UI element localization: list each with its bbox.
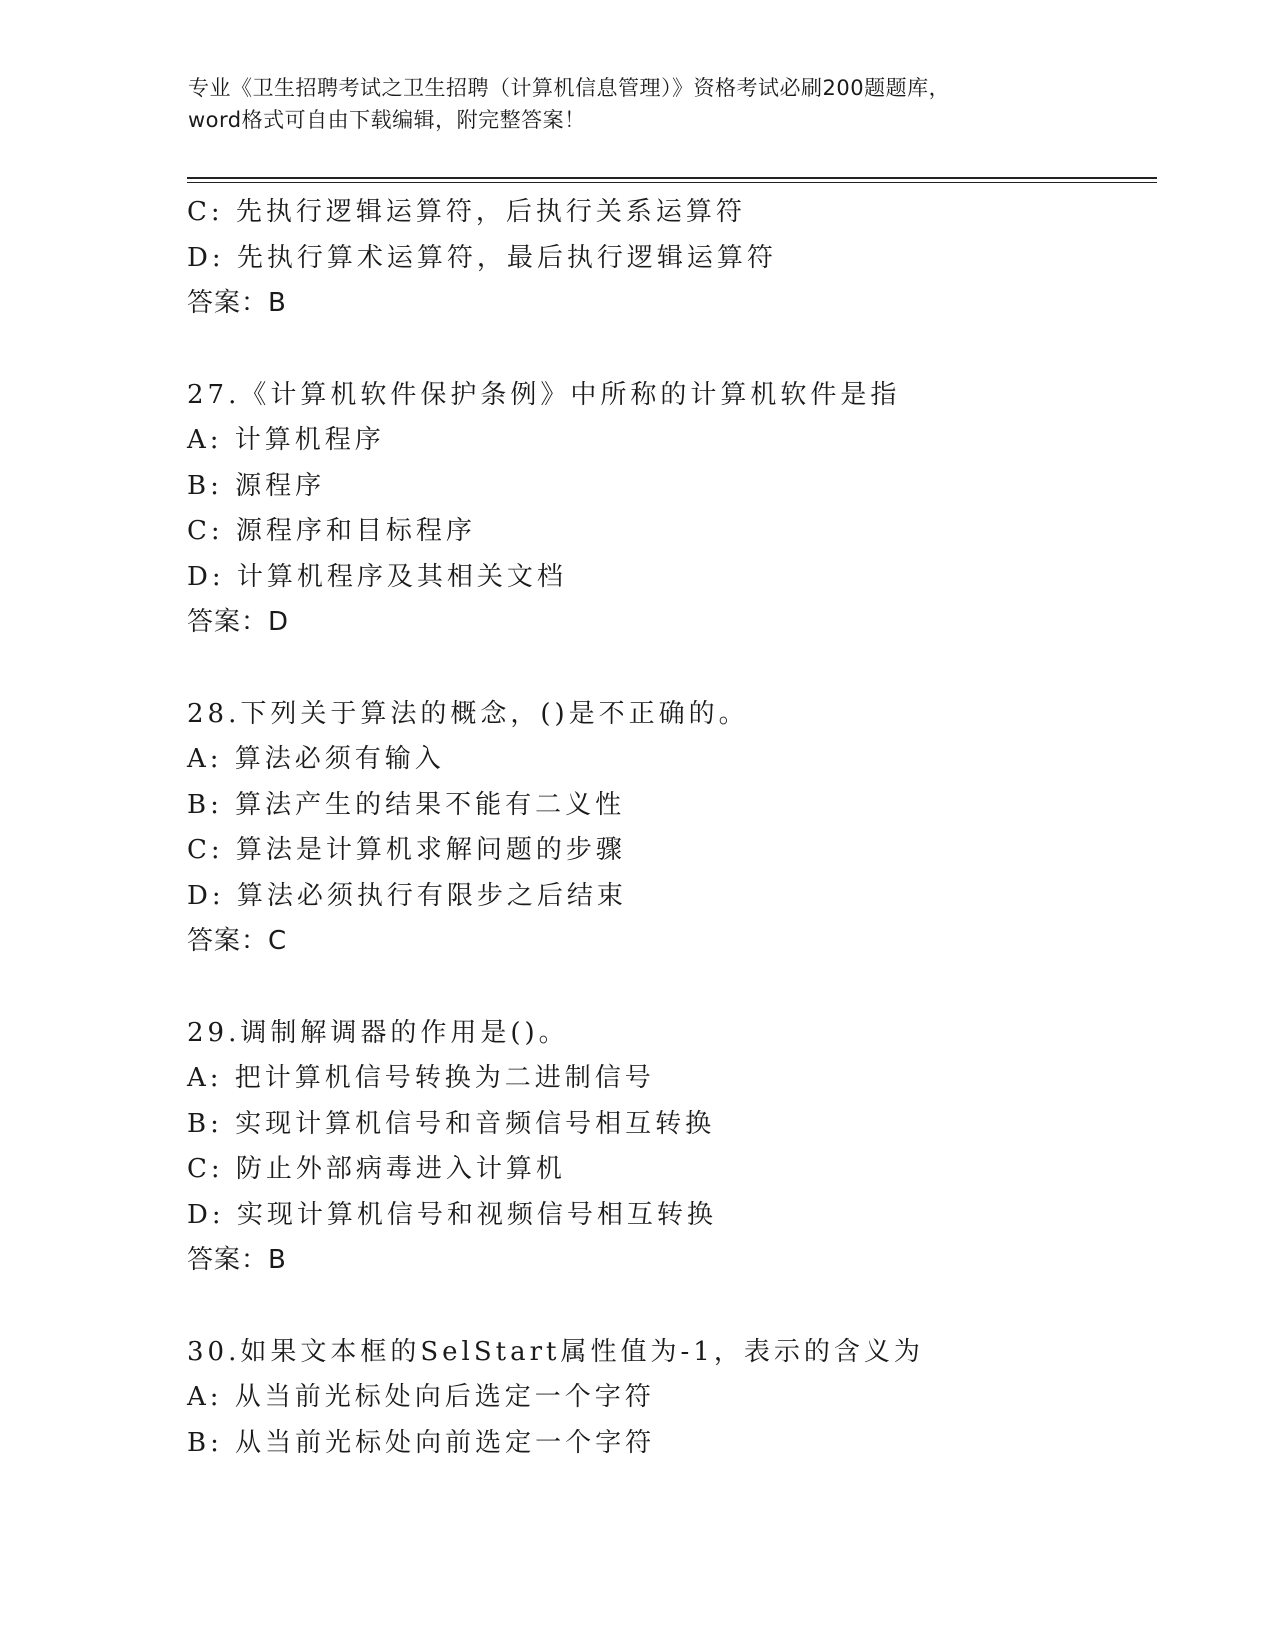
question-30 bbox=[187, 1330, 1147, 1467]
header-title-line-2: word格式可自由下载编辑，附完整答案！ bbox=[188, 108, 586, 132]
option-c: C: 先执行逻辑运算符，后执行关系运算符 bbox=[187, 197, 746, 227]
option-d: D: 实现计算机信号和视频信号相互转换 bbox=[187, 1199, 717, 1230]
header-divider-thick bbox=[187, 177, 1157, 179]
option-c: C: 源程序和目标程序 bbox=[187, 516, 476, 546]
question-stem: 27.《计算机软件保护条例》中所称的计算机软件是指 bbox=[187, 379, 901, 410]
answer-line: 答案：B bbox=[187, 288, 287, 318]
option-c: C: 防止外部病毒进入计算机 bbox=[187, 1154, 566, 1184]
option-b: B: 算法产生的结果不能有二义性 bbox=[187, 789, 626, 820]
question-28 bbox=[187, 692, 1147, 965]
option-b: B: 实现计算机信号和音频信号相互转换 bbox=[187, 1108, 716, 1139]
header-divider-thin bbox=[187, 182, 1157, 183]
header-title-line-1: 专业《卫生招聘考试之卫生招聘（计算机信息管理）》资格考试必刷200题题库， bbox=[188, 76, 951, 100]
option-b: B: 源程序 bbox=[187, 470, 326, 501]
option-b: B: 从当前光标处向前选定一个字符 bbox=[187, 1427, 656, 1458]
answer-line: 答案：C bbox=[187, 926, 288, 956]
question-fragment bbox=[187, 190, 1147, 327]
option-c: C: 算法是计算机求解问题的步骤 bbox=[187, 835, 626, 865]
question-stem: 28.下列关于算法的概念，()是不正确的。 bbox=[187, 698, 749, 729]
question-stem: 29.调制解调器的作用是()。 bbox=[187, 1017, 569, 1048]
option-d: D: 先执行算术运算符，最后执行逻辑运算符 bbox=[187, 242, 777, 273]
answer-line: 答案：B bbox=[187, 1245, 287, 1275]
question-list bbox=[187, 190, 1147, 1466]
question-27 bbox=[187, 373, 1147, 646]
question-stem: 30.如果文本框的SelStart属性值为-1，表示的含义为 bbox=[187, 1336, 924, 1367]
option-d: D: 算法必须执行有限步之后结束 bbox=[187, 880, 627, 911]
answer-line: 答案：D bbox=[187, 607, 290, 637]
option-a: A: 从当前光标处向后选定一个字符 bbox=[187, 1382, 655, 1412]
option-a: A: 算法必须有输入 bbox=[187, 744, 445, 774]
document-header bbox=[188, 72, 1088, 136]
option-d: D: 计算机程序及其相关文档 bbox=[187, 561, 567, 592]
question-29 bbox=[187, 1011, 1147, 1284]
option-a: A: 把计算机信号转换为二进制信号 bbox=[187, 1063, 655, 1093]
option-a: A: 计算机程序 bbox=[187, 425, 385, 455]
